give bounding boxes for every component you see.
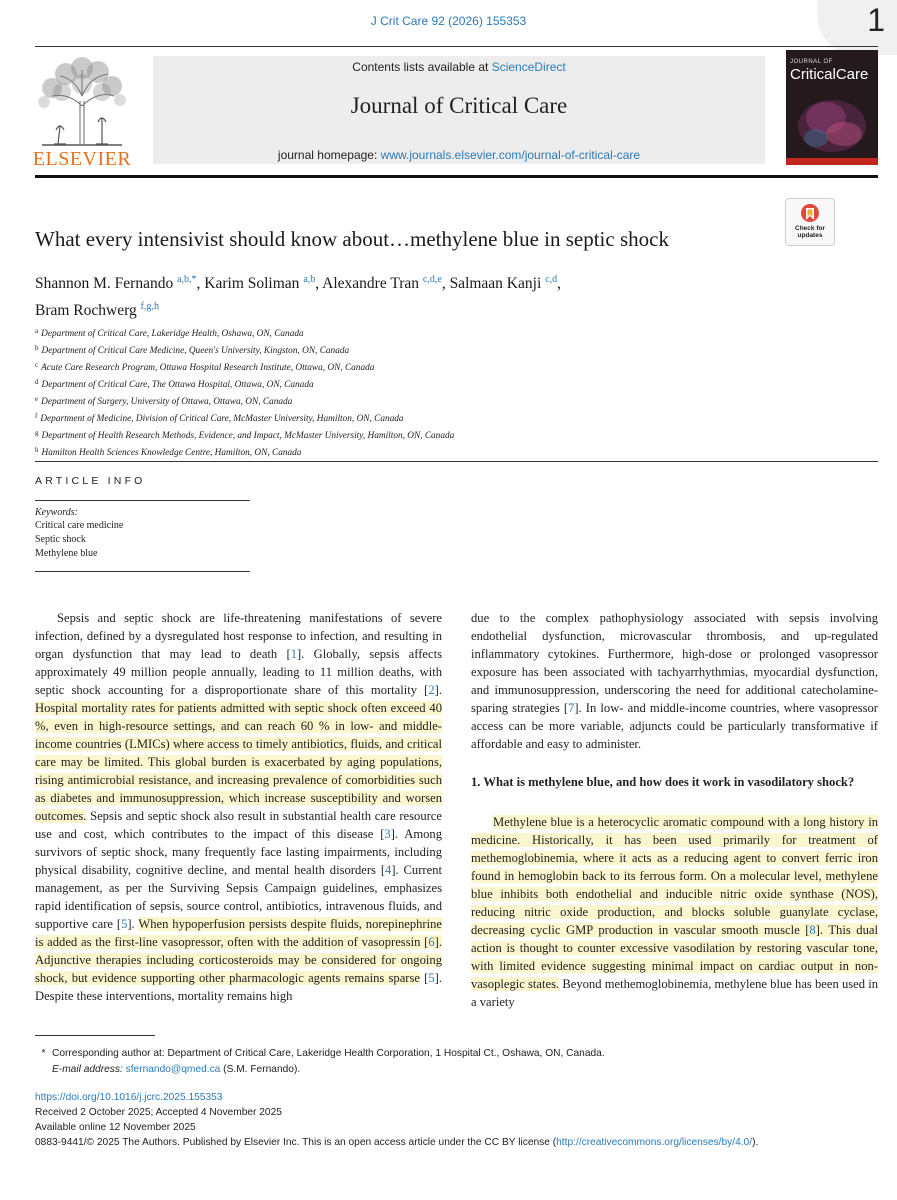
author-name[interactable]: Bram Rochwerg bbox=[35, 302, 137, 319]
journal-reference[interactable]: J Crit Care 92 (2026) 155353 bbox=[370, 14, 527, 28]
article-info-heading: ARTICLE INFO bbox=[35, 475, 146, 487]
journal-title: Journal of Critical Care bbox=[350, 93, 568, 118]
author-affiliation-marker[interactable]: a,b bbox=[303, 274, 316, 285]
affiliation-text: Department of Critical Care Medicine, Queen's University, Kingston, ON, Canada bbox=[41, 346, 350, 356]
body-text: ]. Current management, as per the Surviving Sepsis Campaign guidelines, emphasizes rapid identification of sepsis, source control, antibiotics, intravenous fluids, and supportive care [ bbox=[35, 863, 443, 931]
citation-link[interactable]: 6 bbox=[428, 935, 435, 949]
affiliation-marker: h bbox=[35, 446, 39, 454]
author-affiliation-marker[interactable]: a,b,* bbox=[177, 274, 197, 285]
keywords-divider-bottom bbox=[35, 571, 250, 572]
highlighted-text: Hospital mortality rates for patients admitted with septic shock often exceed 40 %, even in high-resource settings, and can reach 60 % in low- and middle-income countries (LMICs) where access to timely antibiotics, fluids, and critical care may be limited. This global burden is exacerbated by aging populations, rising antimicrobial resistance, and increasing prevalence of comorbidities such as diabetes and immunosuppression, which increase susceptibility and worsen outcomes. bbox=[35, 701, 442, 823]
affiliation-text: Acute Care Research Program, Ottawa Hospital Research Institute, Ottawa, ON, Canada bbox=[41, 363, 375, 373]
footnote-mark: * bbox=[41, 1048, 46, 1059]
email-line bbox=[35, 1062, 605, 1078]
right-column bbox=[471, 609, 878, 1011]
keywords-divider-top bbox=[35, 500, 250, 501]
body-text: Beyond methemoglobinemia, methylene blue has been used in a variety bbox=[471, 977, 878, 1009]
license-line bbox=[35, 1135, 758, 1150]
highlighted-text: ]. Adjunctive therapies including corticosteroids may be considered for ongoing shock, but evidence supporting other pharmacologic agents remains sparse bbox=[35, 935, 442, 985]
body-text: ]. bbox=[434, 683, 442, 697]
citation-link[interactable]: 7 bbox=[568, 701, 575, 715]
author-affiliation-marker[interactable]: c,d bbox=[545, 274, 558, 285]
affiliation-text: Department of Critical Care, The Ottawa Hospital, Ottawa, ON, Canada bbox=[41, 380, 314, 390]
keyword-item[interactable]: Critical care medicine bbox=[35, 520, 124, 531]
footnote-divider bbox=[35, 1035, 155, 1036]
highlighted-text: Methylene blue is a heterocyclic aromatic compound with a long history in medicine. Historically, it has been used primarily for treatment of methemoglobinemia, where it acts as a reducing agent to convert ferric iron found in hemoglobin back to its ferrous form. On a molecular level, methylene blue inhibits both endothelial and inducible nitric oxide synthase (NOS), reducing nitric oxide production, and blocks soluble guanylate cyclase, decreasing cyclic GMP production in vascular smooth muscle [ bbox=[471, 815, 878, 937]
sciencedirect-link[interactable]: ScienceDirect bbox=[491, 60, 566, 74]
author-affiliation-marker[interactable]: c,d,e bbox=[422, 274, 442, 285]
citation-link[interactable]: 5 bbox=[428, 971, 435, 985]
keywords-label: Keywords: bbox=[35, 507, 78, 518]
publication-info bbox=[35, 1090, 758, 1150]
article-info-divider bbox=[35, 461, 878, 462]
journal-homepage-link[interactable]: www.journals.elsevier.com/journal-of-critical-care bbox=[380, 148, 641, 162]
intro-paragraph bbox=[35, 609, 442, 1005]
affiliation-text: Department of Medicine, Division of Critical Care, McMaster University, Hamilton, ON, Canada bbox=[40, 414, 404, 424]
affiliation-item bbox=[35, 443, 454, 460]
affiliation-marker: a bbox=[35, 327, 39, 335]
header-divider bbox=[35, 175, 878, 178]
license-suffix: ). bbox=[752, 1137, 759, 1148]
affiliation-item bbox=[35, 426, 454, 443]
highlighted-text: When hypoperfusion persists despite fluids, norepinephrine is added as the first-line vasopressor, often with the addition of vasopressin [ bbox=[35, 917, 443, 949]
affiliation-marker: b bbox=[35, 344, 39, 352]
journal-cover[interactable] bbox=[786, 50, 878, 165]
highlighted-text: ]. This dual action is thought to counter excessive vasodilation by restoring vascular tone, with limited evidence suggesting minimal impact on cardiac output in non-vasoplegic states. bbox=[471, 923, 878, 991]
check-for-updates-button[interactable] bbox=[785, 198, 835, 246]
author-name[interactable]: Salmaan Kanji bbox=[449, 275, 542, 292]
affiliation-text: Department of Surgery, University of Ottawa, Ottawa, ON, Canada bbox=[41, 397, 293, 407]
left-column bbox=[35, 609, 442, 1005]
author-email-link[interactable]: sfernando@qmed.ca bbox=[125, 1064, 221, 1075]
contents-prefix: Contents lists available at bbox=[352, 60, 492, 74]
doi-link[interactable]: https://doi.org/10.1016/j.jcrc.2025.155353 bbox=[35, 1092, 223, 1103]
cover-small-text: JOURNAL OF bbox=[790, 59, 833, 65]
section-heading: 1. What is methylene blue, and how does it work in vasodilatory shock? bbox=[471, 775, 855, 789]
bookmark-icon bbox=[800, 203, 820, 225]
body-text: ]. Globally, sepsis affects approximately 49 million people annually, leading to 11 million deaths, with septic shock accounting for a disproportionate share of this mortality [ bbox=[35, 647, 442, 697]
affiliation-marker: g bbox=[35, 429, 39, 437]
body-text: ]. In low- and middle-income countries, where vasopressor access can be more variable, adjuncts could be particularly transformative if affordable and easy to administer. bbox=[471, 701, 879, 751]
body-text: ]. Among survivors of septic shock, many frequently face lasting impairments, including physical disability, cognitive decline, and mental health disorders [ bbox=[35, 827, 442, 877]
author-separator: , bbox=[196, 275, 205, 292]
citation-link[interactable]: 1 bbox=[290, 647, 297, 661]
affiliation-text: Department of Critical Care, Lakeridge Health, Oshawa, ON, Canada bbox=[41, 329, 304, 339]
affiliation-marker: c bbox=[35, 361, 39, 369]
homepage-line bbox=[153, 148, 765, 162]
affiliation-item bbox=[35, 409, 454, 426]
top-divider bbox=[35, 46, 878, 47]
affiliation-item bbox=[35, 324, 454, 341]
author-affiliation-marker[interactable]: f,g,h bbox=[140, 301, 159, 312]
keyword-item[interactable]: Methylene blue bbox=[35, 548, 98, 559]
affiliation-marker: d bbox=[35, 378, 39, 386]
citation-link[interactable]: 5 bbox=[121, 917, 128, 931]
received-accepted: Received 2 October 2025; Accepted 4 November 2025 bbox=[35, 1107, 282, 1118]
affiliation-marker: f bbox=[35, 412, 38, 420]
cover-title: CriticalCare bbox=[790, 66, 869, 83]
license-prefix: 0883-9441/© 2025 The Authors. Published by Elsevier Inc. This is an open access article under the CC BY license ( bbox=[35, 1137, 557, 1148]
check-updates-label: Check for updates bbox=[795, 225, 825, 239]
contents-line bbox=[153, 60, 765, 74]
affiliation-marker: e bbox=[35, 395, 39, 403]
author-separator: , bbox=[557, 275, 561, 292]
citation-link[interactable]: 4 bbox=[385, 863, 392, 877]
affiliation-text: Hamilton Health Sciences Knowledge Centre, Hamilton, ON, Canada bbox=[41, 448, 302, 458]
citation-link[interactable]: 2 bbox=[428, 683, 435, 697]
author-separator: , bbox=[441, 275, 450, 292]
tree-icon bbox=[32, 56, 132, 148]
body-text: due to the complex pathophysiology associated with sepsis involving endothelial dysfunction, microvascular thrombosis, and up-regulated inflammatory cytokines. Furthermore, high-dose or prolonged vasopressor exposure has been associated with tachyarrhythmias, myocardial dysfunction, and immunosuppression, underscoring the need for additional catecholamine-sparing strategies [ bbox=[471, 611, 878, 715]
cover-bar bbox=[786, 158, 878, 165]
body-text: Sepsis and septic shock also result in substantial health care resource use and cost, which contributes to the impact of this disease [ bbox=[35, 809, 442, 841]
affiliation-list bbox=[35, 324, 454, 460]
author-name[interactable]: Alexandre Tran bbox=[322, 275, 420, 292]
keywords-list bbox=[35, 519, 123, 561]
mechanism-paragraph bbox=[471, 813, 878, 1011]
page-number: 1 bbox=[867, 2, 885, 38]
homepage-prefix: journal homepage: bbox=[277, 148, 381, 162]
citation-link[interactable]: 3 bbox=[384, 827, 391, 841]
footnote-text: Corresponding author at: Department of Critical Care, Lakeridge Health Corporation, 1 Hospital Ct., Oshawa, ON, Canada. bbox=[52, 1048, 605, 1059]
intro-paragraph-continued bbox=[471, 609, 878, 753]
affiliation-item bbox=[35, 392, 454, 409]
body-text: ]. bbox=[127, 917, 139, 931]
cover-art-icon bbox=[786, 88, 878, 158]
author-name[interactable]: Shannon M. Fernando bbox=[35, 275, 174, 292]
affiliation-item bbox=[35, 358, 454, 375]
email-label: E-mail address: bbox=[52, 1064, 126, 1075]
publisher-name: ELSEVIER bbox=[32, 148, 132, 170]
affiliation-item bbox=[35, 341, 454, 358]
body-text: ]. Despite these interventions, mortality remains high bbox=[35, 971, 443, 1003]
available-online: Available online 12 November 2025 bbox=[35, 1122, 196, 1133]
author-separator: , bbox=[315, 275, 323, 292]
corresponding-author-footnote bbox=[35, 1046, 605, 1078]
body-text: Sepsis and septic shock are life-threatening manifestations of severe infection, defined by a dysregulated host response to infection, and resulting in organ dysfunction that may lead to death [ bbox=[35, 611, 442, 661]
body-text: [ bbox=[419, 971, 429, 985]
author-list bbox=[35, 268, 875, 322]
citation-link[interactable]: 8 bbox=[809, 923, 816, 937]
affiliation-item bbox=[35, 375, 454, 392]
email-suffix: (S.M. Fernando). bbox=[220, 1064, 301, 1075]
license-link[interactable]: http://creativecommons.org/licenses/by/4.0/ bbox=[556, 1137, 753, 1148]
keyword-item[interactable]: Septic shock bbox=[35, 534, 86, 545]
footnote-line bbox=[35, 1046, 605, 1062]
author-name[interactable]: Karim Soliman bbox=[204, 275, 300, 292]
article-title: What every intensivist should know about…methylene blue in septic shock bbox=[35, 227, 669, 251]
affiliation-text: Department of Health Research Methods, Evidence, and Impact, McMaster University, Hamilton, ON, Canada bbox=[41, 431, 455, 441]
